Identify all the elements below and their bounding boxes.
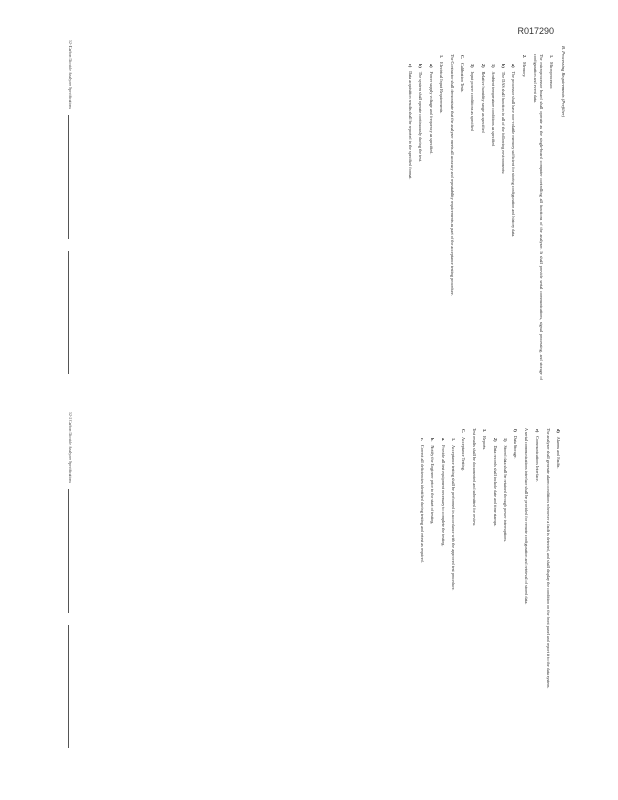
left-page-header <box>559 46 566 380</box>
item-label: 1) <box>502 438 508 442</box>
item-text: Microprocessor. <box>549 62 555 90</box>
item-text: Input power conditions as specified <box>470 71 476 132</box>
item-text: The analyzer shall generate alarm conditions whenever a fault is detected, and shall display the condition on the front panel and report it to the data system. <box>545 428 551 689</box>
item-text: Calibration Tests. <box>460 63 466 93</box>
item-text: Ambient temperature conditions as specified <box>490 71 496 147</box>
right-page-number: 52-2 <box>68 412 73 420</box>
outline-item <box>500 46 506 380</box>
outline-item <box>460 420 466 754</box>
outline-item <box>510 46 516 380</box>
item-text: The microprocessor board shall operate as the single-board computer controlling all functions of the analyzer. It shall provide serial communications, signal processing, and storage of configuration and event data. <box>532 54 544 380</box>
outline-item <box>490 46 496 380</box>
item-label: d) <box>556 429 561 433</box>
item-text: The Contractor shall demonstrate that the analyzer meets all accuracy and repeatability requirements as part of the acceptance testing procedure. <box>450 54 456 296</box>
item-label: 1. <box>549 55 555 59</box>
item-label: a. <box>440 438 446 442</box>
item-text: The DAS shall function in all of the following environments: <box>501 71 507 175</box>
outline-item <box>429 420 435 754</box>
item-label: 1. <box>438 55 444 59</box>
outline-item <box>502 420 508 754</box>
footer-rule <box>68 625 72 749</box>
item-text: Reports. <box>482 436 488 451</box>
footer-rule <box>68 251 72 375</box>
left-page-body <box>407 46 554 380</box>
item-text: Relative humidity range as specified <box>480 71 486 133</box>
item-label: 2) <box>480 64 486 68</box>
item-label: e) <box>534 429 540 433</box>
item-label: b) <box>418 64 424 68</box>
body-paragraph <box>471 428 477 754</box>
item-text: The processor shall have non-volatile memory sufficient for storing configuration and history data. <box>511 71 517 238</box>
item-text: Alarms and Faults. <box>556 436 561 469</box>
item-text: Acceptance Testing. <box>461 437 467 471</box>
right-page-body <box>419 420 561 754</box>
item-label: f) <box>513 429 519 432</box>
item-text: Electrical Input Requirements. <box>438 62 444 114</box>
outline-item <box>407 46 413 380</box>
outline-item <box>512 420 518 754</box>
outline-item <box>469 46 475 380</box>
left-page <box>66 46 566 380</box>
outline-item <box>491 420 497 754</box>
outline-item <box>459 46 465 380</box>
item-text: Correct all deficiencies identified during testing and retest as required. <box>420 444 426 563</box>
item-label: C. <box>461 429 467 434</box>
right-page-footer <box>66 420 72 754</box>
outline-item <box>520 46 526 380</box>
outline-item <box>548 46 554 380</box>
outline-item <box>438 46 444 380</box>
item-label: 3) <box>470 64 476 68</box>
item-label: C. <box>460 55 466 60</box>
left-page-footer <box>66 46 72 380</box>
outline-item <box>427 46 433 380</box>
item-label: c) <box>408 64 414 68</box>
item-label: a) <box>428 64 434 68</box>
item-text: Communications Interface. <box>534 436 540 482</box>
outline-item <box>419 420 425 754</box>
item-text: Data acquisition results shall be reported in the specified format. <box>408 71 414 180</box>
body-paragraph <box>545 428 551 754</box>
body-paragraph <box>532 54 544 380</box>
outline-item <box>439 420 445 754</box>
item-text: Stored data shall be retained through power interruptions. <box>502 445 508 543</box>
item-label: 2. <box>521 55 527 59</box>
outline-item <box>450 420 456 754</box>
item-text: Data records shall include date and time stamps. <box>492 445 498 527</box>
item-label: b. <box>430 438 436 442</box>
item-text: Provide all test equipment necessary to complete the testing. <box>440 445 446 547</box>
item-text: Memory. <box>521 62 527 78</box>
right-footer-left: Carbon Dioxide Analyzer Specifications <box>67 420 72 483</box>
item-label: b) <box>501 64 507 68</box>
item-text: The system shall operate continuously during the test. <box>418 71 424 162</box>
outline-item <box>479 46 485 380</box>
footer-rule <box>68 115 72 239</box>
right-page <box>66 420 566 754</box>
footer-rule <box>68 489 72 613</box>
item-label: c. <box>420 438 426 441</box>
outline-item <box>417 46 423 380</box>
item-text: Notify the Engineer prior to the start of testing. <box>430 445 436 525</box>
item-text: Acceptance testing shall be performed in accordance with the approved test procedure. <box>450 445 456 591</box>
outline-item <box>555 420 561 754</box>
outline-item <box>481 420 487 754</box>
left-header-title: B. Processing Requirements (Prefilter) <box>561 46 566 118</box>
body-paragraph <box>523 428 529 754</box>
document-id: R017290 <box>517 26 554 36</box>
item-text: Data Storage. <box>513 435 519 459</box>
item-label: 3. <box>482 429 488 433</box>
left-page-number: 52-1 <box>68 40 73 48</box>
item-label: 1. <box>450 438 456 442</box>
left-footer-left: Carbon Dioxide Analyzer Specifications <box>67 46 72 109</box>
item-label: 2) <box>492 438 498 442</box>
body-paragraph <box>449 54 455 380</box>
item-text: A serial communications interface shall be provided for remote configuration and retrieval of stored data. <box>524 428 530 605</box>
item-text: Test results shall be documented and submitted for review. <box>472 428 478 527</box>
item-label: 1) <box>490 64 496 68</box>
item-label: a) <box>511 64 517 68</box>
item-text: Power supply voltage and frequency as specified. <box>428 71 434 155</box>
outline-item <box>533 420 539 754</box>
